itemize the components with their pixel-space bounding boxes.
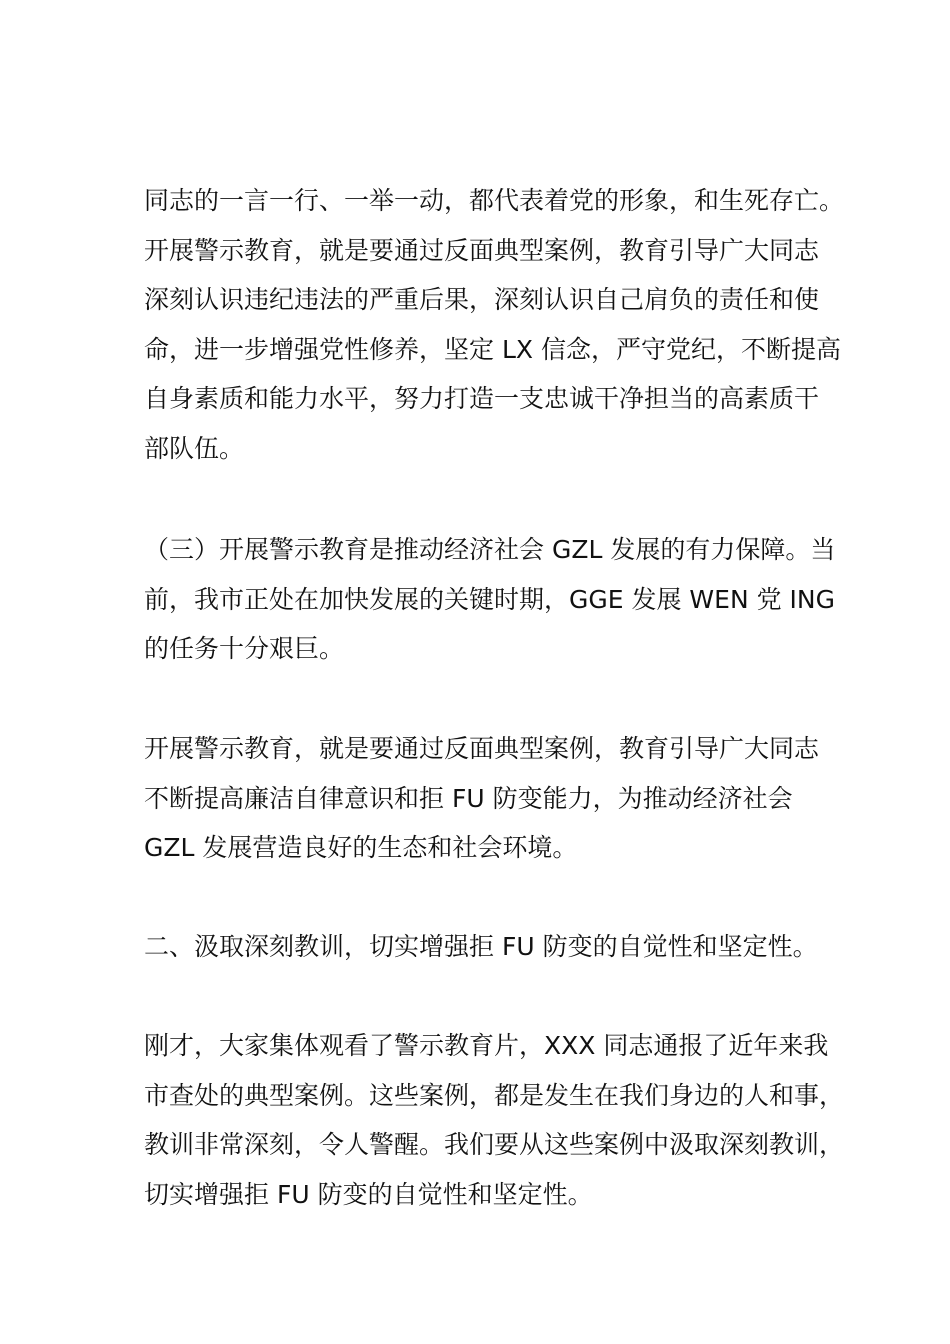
text-line: 自身素质和能力水平，努力打造一支忠诚干净担当的高素质干: [144, 384, 820, 414]
text-line: 的任务十分艰巨。: [144, 634, 345, 664]
text-line: 开展警示教育，就是要通过反面典型案例，教育引导广大同志: [144, 235, 820, 265]
text-line: 深刻认识违纪违法的严重后果，深刻认识自己肩负的责任和使: [144, 285, 820, 315]
text-line: 前，我市正处在加快发展的关键时期，GGE 发展 WEN 党 ING: [144, 584, 835, 614]
text-line: 部队伍。: [144, 433, 245, 463]
text-line: GZL 发展营造良好的生态和社会环境。: [144, 833, 578, 863]
text-line: 不断提高廉洁自律意识和拒 FU 防变能力，为推动经济社会: [144, 783, 793, 813]
paragraph-warning-education: [144, 724, 820, 873]
paragraph-party-image: [144, 176, 845, 474]
section-heading-two: [144, 922, 818, 972]
text-line: （三）开展警示教育是推动经济社会 GZL 发展的有力保障。当: [144, 535, 836, 564]
text-line: 二、汲取深刻教训，切实增强拒 FU 防变的自觉性和坚定性。: [144, 932, 818, 961]
text-line: 教训非常深刻，令人警醒。我们要从这些案例中汲取深刻教训，: [144, 1130, 845, 1160]
paragraph-lessons: [144, 1021, 845, 1219]
text-line: 市查处的典型案例。这些案例，都是发生在我们身边的人和事，: [144, 1080, 845, 1110]
text-line: 开展警示教育，就是要通过反面典型案例，教育引导广大同志: [144, 734, 820, 763]
text-line: 同志的一言一行、一举一动，都代表着党的形象，和生死存亡。: [144, 186, 845, 215]
text-line: 命，进一步增强党性修养，坚定 LX 信念，严守党纪，不断提高: [144, 334, 841, 364]
text-line: 切实增强拒 FU 防变的自觉性和坚定性。: [144, 1179, 593, 1209]
paragraph-section-three: [144, 525, 836, 674]
text-line: 刚才，大家集体观看了警示教育片，XXX 同志通报了近年来我: [144, 1031, 829, 1060]
